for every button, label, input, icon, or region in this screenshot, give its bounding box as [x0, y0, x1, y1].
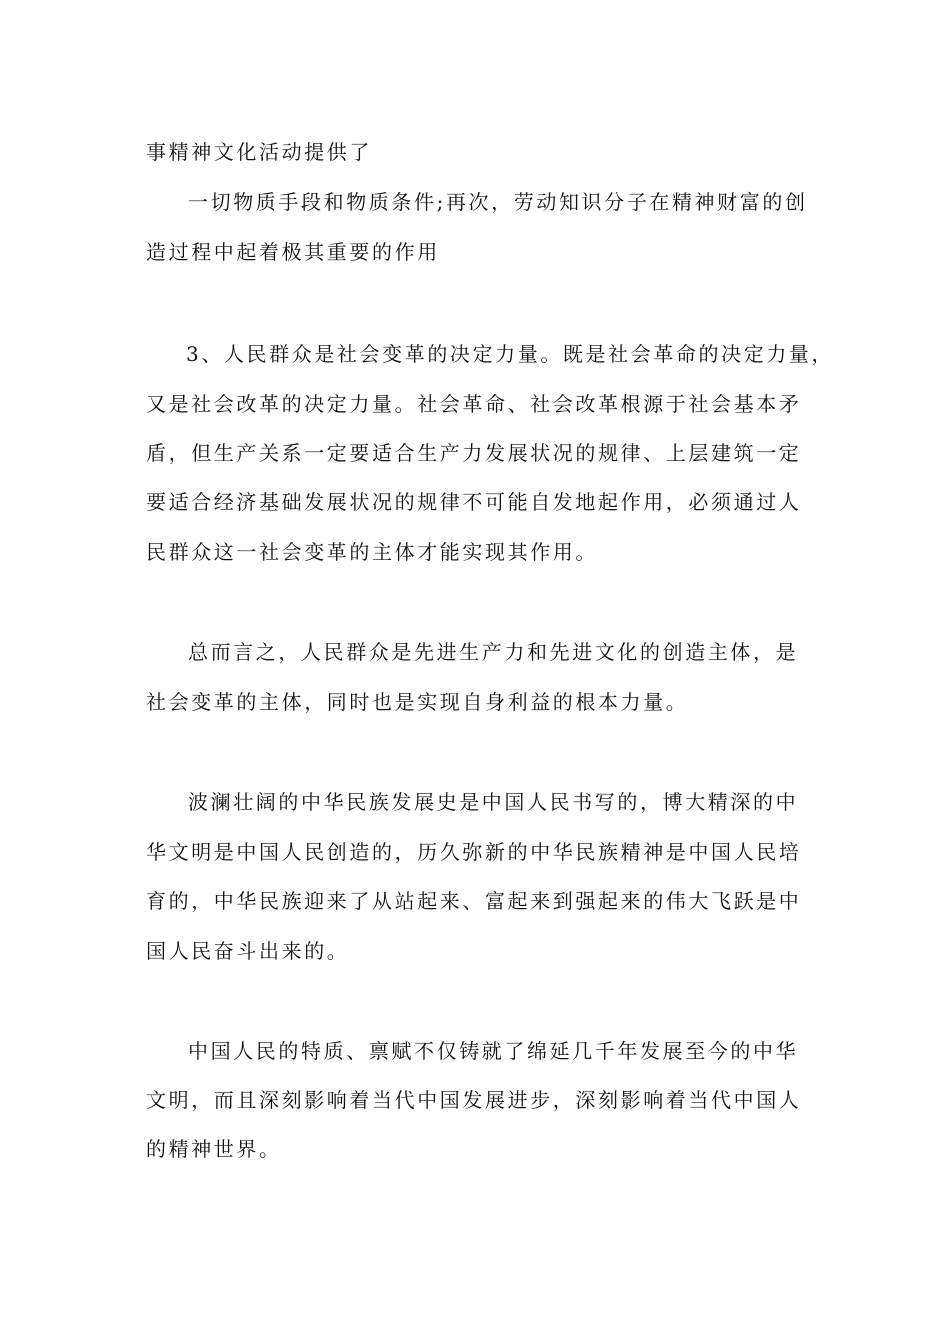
- text-line: 文明，而且深刻影响着当代中国发展进步，深刻影响着当代中国人: [146, 1088, 802, 1112]
- text-line: 波澜壮阔的中华民族发展史是中国人民书写的，博大精深的中: [188, 790, 799, 814]
- text-line: 造过程中起着极其重要的作用: [146, 240, 440, 264]
- text-line: 中国人民的特质、禀赋不仅铸就了绵延几千年发展至今的中华: [188, 1039, 799, 1063]
- text-line: 一切物质手段和物质条件;再次，劳动知识分子在精神财富的创: [188, 190, 808, 214]
- text-line: 社会变革的主体，同时也是实现自身利益的根本力量。: [146, 690, 689, 714]
- text-line: 育的，中华民族迎来了从站起来、富起来到强起来的伟大飞跃是中: [146, 889, 802, 913]
- text-line: 民群众这一社会变革的主体才能实现其作用。: [146, 540, 598, 564]
- text-line: 要适合经济基础发展状况的规律不可能自发地起作用，必须通过人: [146, 490, 802, 514]
- text-line: 总而言之，人民群众是先进生产力和先进文化的创造主体，是: [188, 640, 799, 664]
- text-line: 的精神世界。: [146, 1137, 282, 1161]
- text-line: 国人民奋斗出来的。: [146, 939, 350, 963]
- text-line: 华文明是中国人民创造的，历久弥新的中华民族精神是中国人民培: [146, 840, 802, 864]
- text-line: 又是社会改革的决定力量。社会革命、社会改革根源于社会基本矛: [146, 392, 802, 416]
- text-line: 盾，但生产关系一定要适合生产力发展状况的规律、上层建筑一定: [146, 441, 802, 465]
- text-line: 3、人民群众是社会变革的决定力量。既是社会革命的决定力量，: [186, 342, 835, 366]
- text-line: 事精神文化活动提供了: [146, 140, 372, 164]
